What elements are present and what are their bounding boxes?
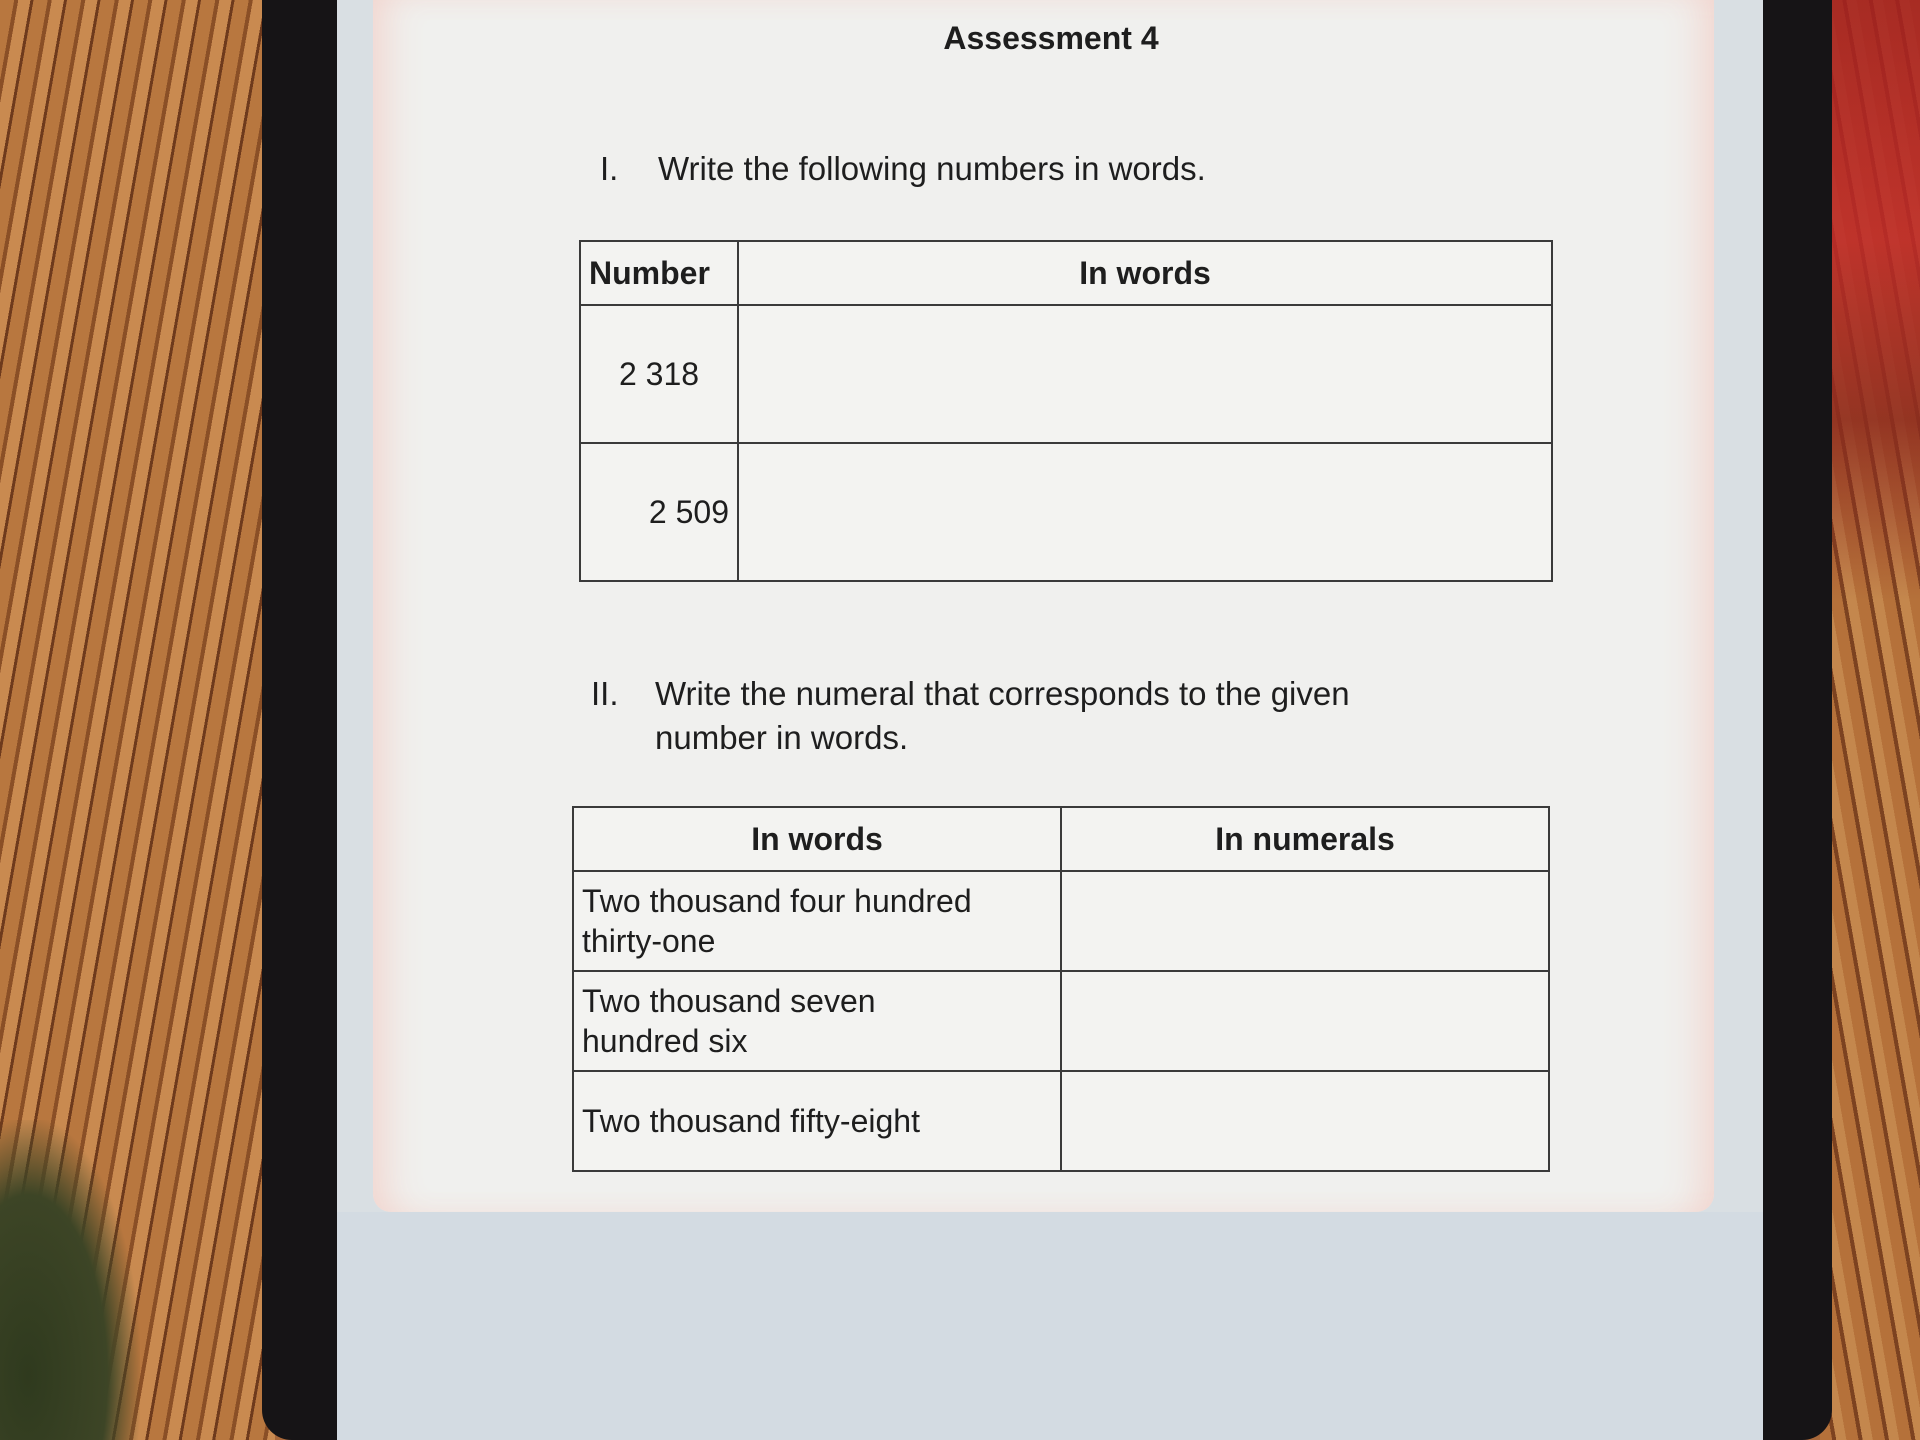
header-in-words: In words	[573, 807, 1061, 871]
table-row	[573, 871, 1549, 971]
header-in-numerals: In numerals	[1061, 807, 1549, 871]
carpet-background-left	[0, 0, 275, 1440]
screen-lower-area	[337, 1212, 1763, 1440]
table-row	[573, 971, 1549, 1071]
table-row	[580, 305, 1552, 443]
number-cell: 2 509	[580, 443, 738, 581]
header-in-words: In words	[738, 241, 1552, 305]
answer-cell[interactable]	[1061, 1071, 1549, 1171]
header-number: Number	[580, 241, 738, 305]
page-title: Assessment 4	[943, 20, 1159, 56]
section-1-number: I.	[600, 150, 619, 187]
section-2-instruction-line1: Write the numeral that corresponds to the given	[655, 675, 1350, 712]
section-2-number: II.	[591, 675, 619, 712]
answer-cell[interactable]	[1061, 871, 1549, 971]
section-1-instruction: Write the following numbers in words.	[658, 150, 1206, 187]
words-cell: Two thousand fifty-eight	[573, 1071, 1061, 1171]
numbers-to-words-table	[579, 240, 1553, 582]
section-2-instruction-line2: number in words.	[655, 719, 909, 756]
answer-cell[interactable]	[738, 305, 1552, 443]
answer-cell[interactable]	[1061, 971, 1549, 1071]
number-cell: 2 318	[580, 305, 738, 443]
words-cell: Two thousand four hundred thirty-one	[573, 871, 1061, 971]
carpet-background-right	[1820, 0, 1920, 1440]
table-row	[580, 443, 1552, 581]
words-cell: Two thousand seven hundred six	[573, 971, 1061, 1071]
answer-cell[interactable]	[738, 443, 1552, 581]
table-row	[573, 1071, 1549, 1171]
words-to-numerals-table	[572, 806, 1550, 1172]
